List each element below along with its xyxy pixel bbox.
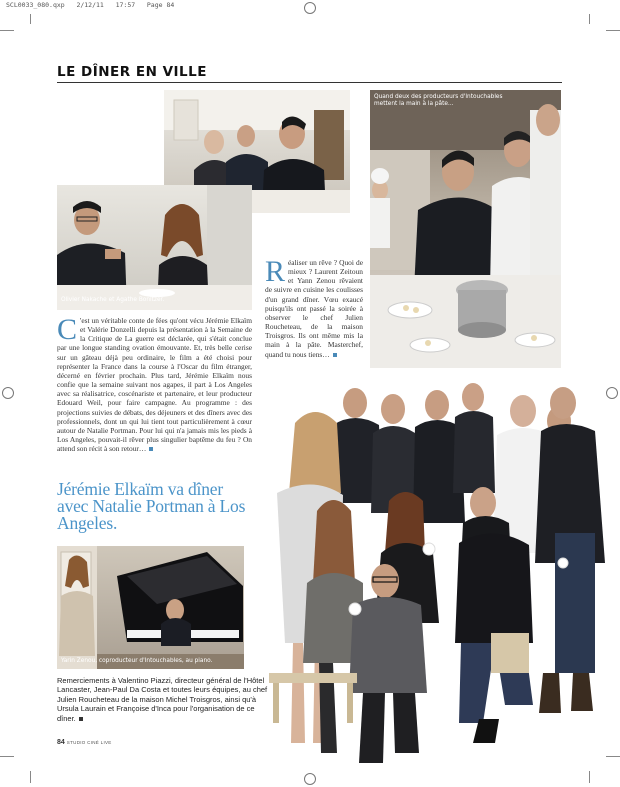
end-mark: [79, 717, 83, 721]
crop-mark: [0, 756, 14, 757]
drop-cap: C: [57, 313, 78, 346]
article-right: [265, 255, 363, 359]
crop-mark: [30, 771, 31, 783]
crop-mark: [589, 14, 590, 24]
folio: [57, 739, 112, 746]
piano-photo: [57, 546, 244, 669]
header-rule: [57, 82, 562, 83]
end-mark: [149, 447, 153, 451]
headline: Jérémie Elkaïm va dîner avec Natalie Portman à Los Angeles.: [57, 479, 246, 533]
section-title: LE DÎNER EN VILLE: [57, 64, 207, 80]
guests-photo: [57, 185, 252, 310]
thanks-text: Remerciements à Valentino Piazzi, directeur général de l'Hôtel Lancaster, Jean-Paul Da Costa et toutes leurs équipes, au chef Julien Roucheteau de la maison Michel Troisgros, ainsi qu'à Ursula Laurain et Françoise d'Inca pour l'organisation de ce dîner.: [57, 676, 268, 723]
article-right-text: éaliser un rêve ? Quoi de mieux ? Laurent Zeitoun et Yann Zenou rêvaient de suivre en cuisine les coulisses d'un grand dîner. Vœu exaucé puisqu'ils ont passé la soirée à observer le chef Julien Roucheteau, de la maison Troisgros. Ils ont même mis la main à la pâte. Masterchef, quand tu nous tiens…: [265, 258, 363, 359]
crop-mark: [0, 30, 14, 31]
magazine-name: STUDIO CINÉ LIVE: [66, 740, 112, 745]
article-left-text: 'est un véritable conte de fées qu'ont vécu Jérémie Elkaïm et Valérie Donzelli depuis la présentation à la Semaine de la Critique de La guerre est déclarée, qui s'était conclue par une longue standing ovation émouvante. Et, très belle cerise sur un gâteau déjà peu ordinaire, le film a été choisi pour représenter la France dans la course à l'Oscar du film étranger, décerné en février prochain. Plus tard, Jérémie Elkaïm nous confie que la semaine suivant nos agapes, il part à Los Angeles avec sa réalisatrice, coscénariste et partenaire, et leur producteur Edouard Weil, pour faire campagne. Au programme : des projections suivies de débats, des déjeuners et des dîners avec des professionnels, dont un qui lui tient tout particulièrement à cœur autour de Natalie Portman. Pour lui qui n'a jamais mis les pieds à Los Angeles, pouvait-il rêver plus singulier baptême du feu ? On attend son récit à son retour…: [57, 316, 252, 454]
photo-caption: Yarin Zenou, coproducteur d'Intouchables, au piano.: [61, 658, 213, 664]
slug-line: SCL0033_080.qxp 2/12/11 17:57 Page 84: [6, 1, 175, 9]
crop-mark: [606, 30, 620, 31]
page-number: 84: [57, 739, 65, 746]
photo-caption: Olivier Nakache et Agathe Bonitzer.: [61, 297, 165, 303]
photo-caption: Quand deux des producteurs d'Intouchables mettent la main à la pâte…: [374, 94, 503, 107]
group-photo: [233, 383, 620, 778]
registration-mark: [2, 387, 14, 399]
end-mark: [333, 353, 337, 357]
kitchen-photo: [370, 90, 561, 368]
drop-cap: R: [265, 255, 286, 288]
article-left: [57, 313, 252, 454]
registration-mark: [304, 2, 316, 14]
crop-mark: [30, 14, 31, 24]
thanks-note: [57, 676, 272, 723]
